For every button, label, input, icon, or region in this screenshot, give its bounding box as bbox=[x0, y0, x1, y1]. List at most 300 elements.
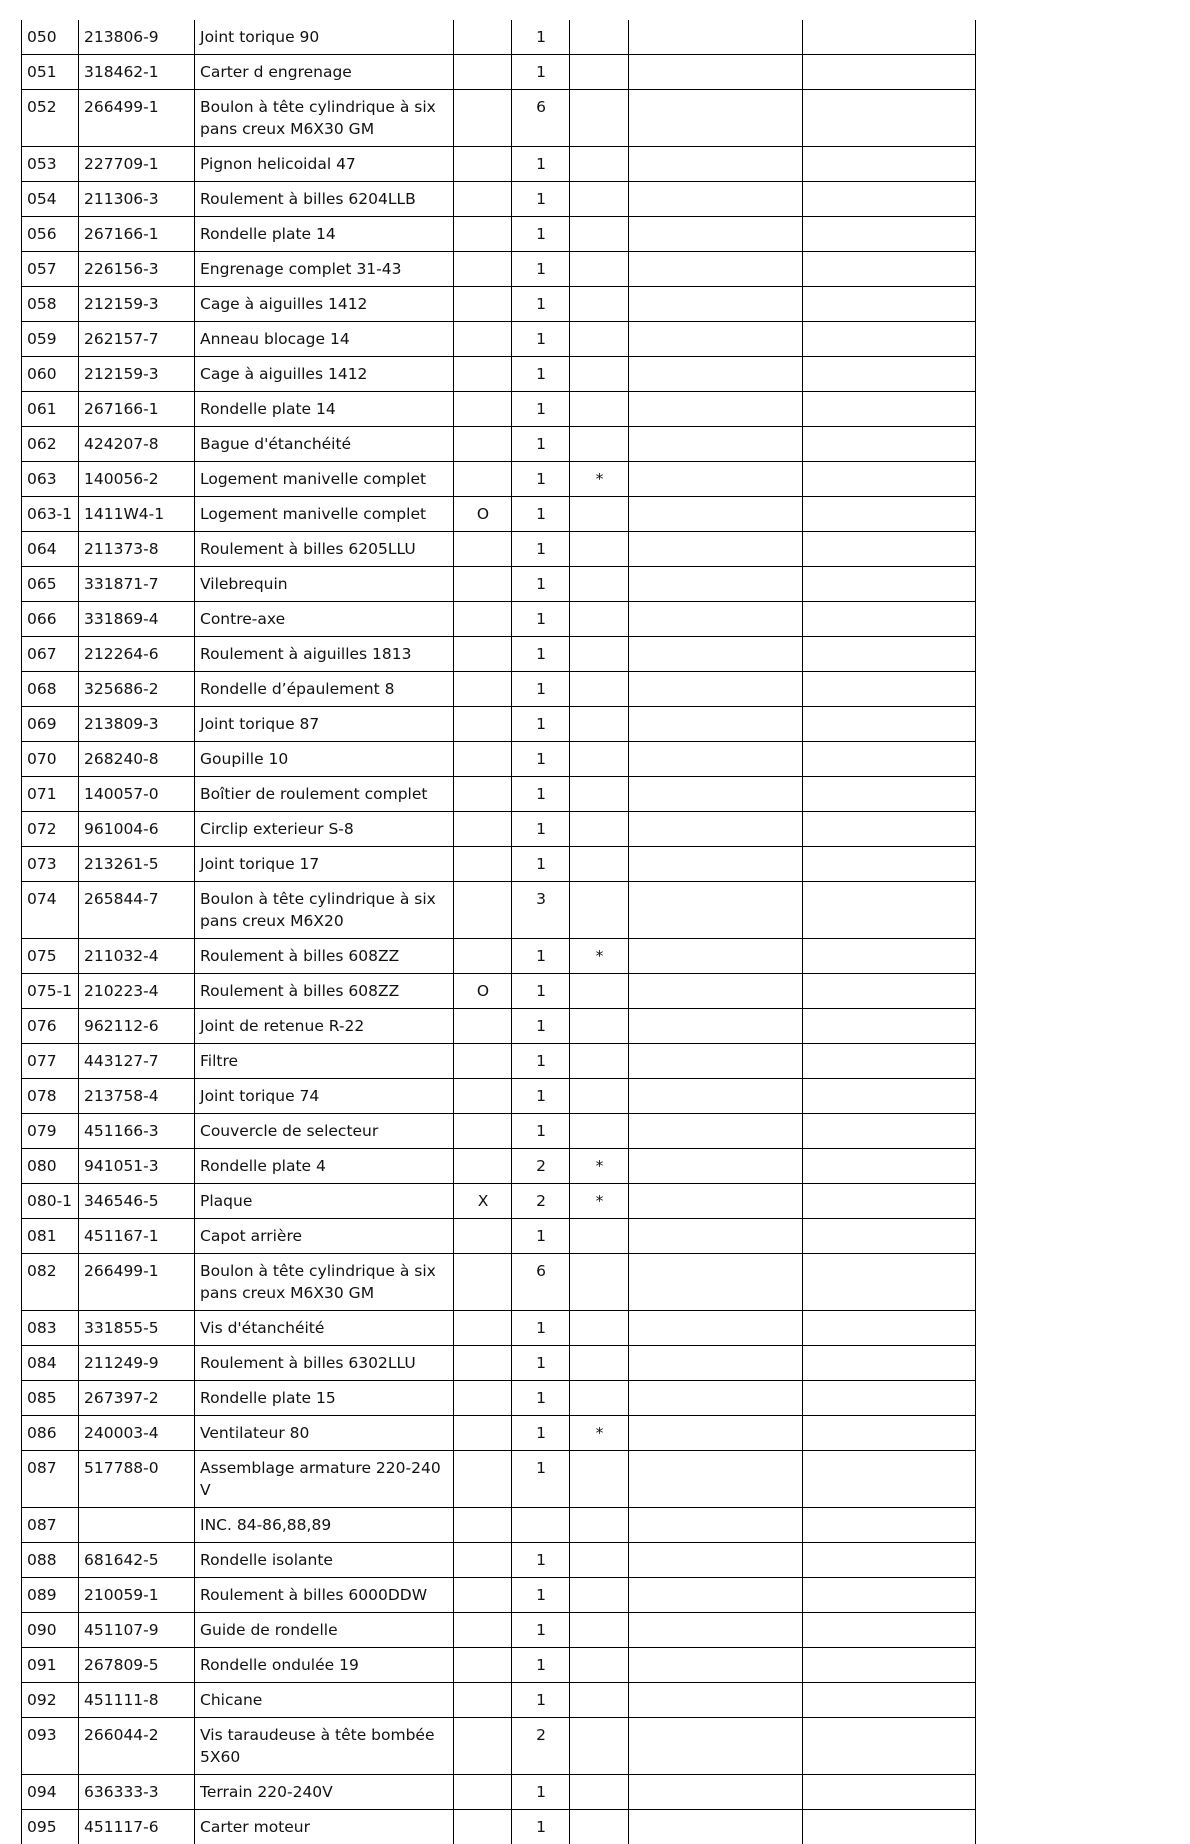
code-cell bbox=[454, 1009, 512, 1044]
table-row bbox=[22, 1381, 976, 1416]
table-row bbox=[22, 1346, 976, 1381]
quantity-cell: 1 bbox=[512, 1683, 570, 1718]
part-number-cell: 212159-3 bbox=[79, 357, 195, 392]
item-number-cell: 051 bbox=[22, 55, 79, 90]
part-number-cell: 1411W4-1 bbox=[79, 497, 195, 532]
table-row bbox=[22, 90, 976, 147]
mark-cell bbox=[570, 1810, 629, 1844]
table-row bbox=[22, 707, 976, 742]
code-cell bbox=[454, 939, 512, 974]
part-number-cell: 240003-4 bbox=[79, 1416, 195, 1451]
description-cell: Joint torique 74 bbox=[195, 1079, 454, 1114]
blank-cell bbox=[803, 567, 976, 602]
quantity-cell: 1 bbox=[512, 672, 570, 707]
blank-cell bbox=[629, 1149, 803, 1184]
code-cell bbox=[454, 1508, 512, 1543]
part-number-cell: 268240-8 bbox=[79, 742, 195, 777]
code-cell bbox=[454, 357, 512, 392]
blank-cell bbox=[803, 1683, 976, 1718]
table-row bbox=[22, 1578, 976, 1613]
code-cell bbox=[454, 1613, 512, 1648]
quantity-cell: 1 bbox=[512, 1009, 570, 1044]
mark-cell bbox=[570, 322, 629, 357]
mark-cell bbox=[570, 1114, 629, 1149]
mark-cell: * bbox=[570, 1149, 629, 1184]
part-number-cell: 211249-9 bbox=[79, 1346, 195, 1381]
description-cell: Capot arrière bbox=[195, 1219, 454, 1254]
item-number-cell: 076 bbox=[22, 1009, 79, 1044]
code-cell bbox=[454, 812, 512, 847]
table-row bbox=[22, 55, 976, 90]
mark-cell bbox=[570, 1648, 629, 1683]
mark-cell bbox=[570, 637, 629, 672]
blank-cell bbox=[629, 1416, 803, 1451]
part-number-cell: 213806-9 bbox=[79, 20, 195, 55]
quantity-cell: 1 bbox=[512, 427, 570, 462]
part-number-cell: 451167-1 bbox=[79, 1219, 195, 1254]
description-cell: Vis taraudeuse à tête bombée 5X60 bbox=[195, 1718, 454, 1775]
item-number-cell: 080 bbox=[22, 1149, 79, 1184]
code-cell bbox=[454, 742, 512, 777]
blank-cell bbox=[803, 1613, 976, 1648]
code-cell bbox=[454, 322, 512, 357]
blank-cell bbox=[629, 1578, 803, 1613]
part-number-cell: 140057-0 bbox=[79, 777, 195, 812]
item-number-cell: 083 bbox=[22, 1311, 79, 1346]
part-number-cell: 331871-7 bbox=[79, 567, 195, 602]
table-row bbox=[22, 1184, 976, 1219]
item-number-cell: 088 bbox=[22, 1543, 79, 1578]
item-number-cell: 061 bbox=[22, 392, 79, 427]
blank-cell bbox=[803, 1219, 976, 1254]
mark-cell: * bbox=[570, 462, 629, 497]
blank-cell bbox=[803, 182, 976, 217]
mark-cell bbox=[570, 1718, 629, 1775]
quantity-cell: 1 bbox=[512, 462, 570, 497]
blank-cell bbox=[803, 777, 976, 812]
quantity-cell: 1 bbox=[512, 707, 570, 742]
blank-cell bbox=[803, 1416, 976, 1451]
part-number-cell: 226156-3 bbox=[79, 252, 195, 287]
item-number-cell: 077 bbox=[22, 1044, 79, 1079]
item-number-cell: 094 bbox=[22, 1775, 79, 1810]
quantity-cell: 1 bbox=[512, 20, 570, 55]
part-number-cell: 318462-1 bbox=[79, 55, 195, 90]
blank-cell bbox=[803, 1149, 976, 1184]
blank-cell bbox=[629, 55, 803, 90]
blank-cell bbox=[629, 672, 803, 707]
item-number-cell: 073 bbox=[22, 847, 79, 882]
table-row bbox=[22, 287, 976, 322]
code-cell bbox=[454, 602, 512, 637]
table-row bbox=[22, 1079, 976, 1114]
mark-cell bbox=[570, 672, 629, 707]
code-cell bbox=[454, 217, 512, 252]
description-cell: Ventilateur 80 bbox=[195, 1416, 454, 1451]
description-cell: Rondelle isolante bbox=[195, 1543, 454, 1578]
blank-cell bbox=[629, 322, 803, 357]
table-row bbox=[22, 882, 976, 939]
part-number-cell: 211032-4 bbox=[79, 939, 195, 974]
description-cell: Rondelle plate 14 bbox=[195, 392, 454, 427]
table-row bbox=[22, 1044, 976, 1079]
blank-cell bbox=[803, 974, 976, 1009]
mark-cell bbox=[570, 1683, 629, 1718]
mark-cell bbox=[570, 1311, 629, 1346]
blank-cell bbox=[803, 1044, 976, 1079]
blank-cell bbox=[629, 1254, 803, 1311]
table-row bbox=[22, 1775, 976, 1810]
table-row bbox=[22, 392, 976, 427]
part-number-cell: 962112-6 bbox=[79, 1009, 195, 1044]
mark-cell bbox=[570, 357, 629, 392]
blank-cell bbox=[629, 20, 803, 55]
code-cell bbox=[454, 1451, 512, 1508]
part-number-cell: 213758-4 bbox=[79, 1079, 195, 1114]
code-cell bbox=[454, 147, 512, 182]
blank-cell bbox=[629, 1775, 803, 1810]
item-number-cell: 057 bbox=[22, 252, 79, 287]
description-cell: Guide de rondelle bbox=[195, 1613, 454, 1648]
blank-cell bbox=[629, 1009, 803, 1044]
item-number-cell: 054 bbox=[22, 182, 79, 217]
mark-cell bbox=[570, 847, 629, 882]
blank-cell bbox=[629, 742, 803, 777]
code-cell bbox=[454, 707, 512, 742]
description-cell: Rondelle plate 14 bbox=[195, 217, 454, 252]
quantity-cell: 1 bbox=[512, 1578, 570, 1613]
blank-cell bbox=[629, 812, 803, 847]
part-number-cell: 266044-2 bbox=[79, 1718, 195, 1775]
mark-cell bbox=[570, 532, 629, 567]
item-number-cell: 067 bbox=[22, 637, 79, 672]
item-number-cell: 072 bbox=[22, 812, 79, 847]
table-row bbox=[22, 1254, 976, 1311]
quantity-cell: 1 bbox=[512, 147, 570, 182]
part-number-cell: 265844-7 bbox=[79, 882, 195, 939]
item-number-cell: 081 bbox=[22, 1219, 79, 1254]
part-number-cell: 451117-6 bbox=[79, 1810, 195, 1844]
quantity-cell: 1 bbox=[512, 777, 570, 812]
mark-cell bbox=[570, 217, 629, 252]
blank-cell bbox=[629, 357, 803, 392]
blank-cell bbox=[803, 392, 976, 427]
description-cell: Joint torique 87 bbox=[195, 707, 454, 742]
quantity-cell: 1 bbox=[512, 637, 570, 672]
description-cell: Circlip exterieur S-8 bbox=[195, 812, 454, 847]
code-cell bbox=[454, 1718, 512, 1775]
mark-cell bbox=[570, 147, 629, 182]
blank-cell bbox=[629, 1219, 803, 1254]
blank-cell bbox=[803, 1311, 976, 1346]
blank-cell bbox=[803, 1578, 976, 1613]
code-cell bbox=[454, 1810, 512, 1844]
blank-cell bbox=[629, 1079, 803, 1114]
table-row bbox=[22, 147, 976, 182]
quantity-cell: 1 bbox=[512, 532, 570, 567]
part-number-cell: 267166-1 bbox=[79, 217, 195, 252]
code-cell: X bbox=[454, 1184, 512, 1219]
blank-cell bbox=[629, 1613, 803, 1648]
table-row bbox=[22, 567, 976, 602]
description-cell: Vis d'étanchéité bbox=[195, 1311, 454, 1346]
blank-cell bbox=[629, 497, 803, 532]
blank-cell bbox=[803, 90, 976, 147]
quantity-cell: 1 bbox=[512, 1543, 570, 1578]
table-row bbox=[22, 532, 976, 567]
blank-cell bbox=[629, 637, 803, 672]
part-number-cell: 636333-3 bbox=[79, 1775, 195, 1810]
blank-cell bbox=[803, 20, 976, 55]
table-row bbox=[22, 357, 976, 392]
quantity-cell: 1 bbox=[512, 497, 570, 532]
item-number-cell: 085 bbox=[22, 1381, 79, 1416]
mark-cell bbox=[570, 1079, 629, 1114]
blank-cell bbox=[803, 1381, 976, 1416]
quantity-cell: 2 bbox=[512, 1718, 570, 1775]
blank-cell bbox=[629, 602, 803, 637]
quantity-cell: 1 bbox=[512, 1346, 570, 1381]
part-number-cell: 346546-5 bbox=[79, 1184, 195, 1219]
part-number-cell: 325686-2 bbox=[79, 672, 195, 707]
code-cell bbox=[454, 777, 512, 812]
description-cell: Rondelle plate 15 bbox=[195, 1381, 454, 1416]
quantity-cell: 1 bbox=[512, 252, 570, 287]
item-number-cell: 063 bbox=[22, 462, 79, 497]
description-cell: Chicane bbox=[195, 1683, 454, 1718]
part-number-cell: 331869-4 bbox=[79, 602, 195, 637]
mark-cell bbox=[570, 1346, 629, 1381]
part-number-cell: 266499-1 bbox=[79, 90, 195, 147]
code-cell: O bbox=[454, 497, 512, 532]
description-cell: Boulon à tête cylindrique à six pans creux M6X30 GM bbox=[195, 90, 454, 147]
table-row bbox=[22, 497, 976, 532]
item-number-cell: 060 bbox=[22, 357, 79, 392]
mark-cell bbox=[570, 742, 629, 777]
table-row bbox=[22, 1718, 976, 1775]
code-cell bbox=[454, 90, 512, 147]
blank-cell bbox=[803, 1346, 976, 1381]
part-number-cell: 267397-2 bbox=[79, 1381, 195, 1416]
blank-cell bbox=[803, 1009, 976, 1044]
description-cell: Roulement à billes 608ZZ bbox=[195, 939, 454, 974]
item-number-cell: 084 bbox=[22, 1346, 79, 1381]
table-row bbox=[22, 1543, 976, 1578]
blank-cell bbox=[629, 1451, 803, 1508]
code-cell bbox=[454, 252, 512, 287]
item-number-cell: 068 bbox=[22, 672, 79, 707]
description-cell: Roulement à billes 6204LLB bbox=[195, 182, 454, 217]
part-number-cell: 213809-3 bbox=[79, 707, 195, 742]
mark-cell bbox=[570, 1451, 629, 1508]
blank-cell bbox=[803, 1775, 976, 1810]
code-cell bbox=[454, 1254, 512, 1311]
blank-cell bbox=[629, 1346, 803, 1381]
item-number-cell: 058 bbox=[22, 287, 79, 322]
blank-cell bbox=[803, 427, 976, 462]
mark-cell bbox=[570, 1219, 629, 1254]
description-cell: Joint torique 90 bbox=[195, 20, 454, 55]
parts-table bbox=[21, 20, 976, 1844]
quantity-cell: 1 bbox=[512, 602, 570, 637]
description-cell: Roulement à billes 6000DDW bbox=[195, 1578, 454, 1613]
description-cell: Roulement à aiguilles 1813 bbox=[195, 637, 454, 672]
quantity-cell: 1 bbox=[512, 182, 570, 217]
description-cell: Boulon à tête cylindrique à six pans creux M6X20 bbox=[195, 882, 454, 939]
code-cell bbox=[454, 182, 512, 217]
code-cell bbox=[454, 1346, 512, 1381]
blank-cell bbox=[803, 532, 976, 567]
blank-cell bbox=[803, 812, 976, 847]
part-number-cell: 210223-4 bbox=[79, 974, 195, 1009]
quantity-cell: 1 bbox=[512, 939, 570, 974]
item-number-cell: 056 bbox=[22, 217, 79, 252]
quantity-cell: 1 bbox=[512, 847, 570, 882]
item-number-cell: 063-1 bbox=[22, 497, 79, 532]
code-cell bbox=[454, 55, 512, 90]
item-number-cell: 087 bbox=[22, 1508, 79, 1543]
item-number-cell: 071 bbox=[22, 777, 79, 812]
quantity-cell: 1 bbox=[512, 567, 570, 602]
item-number-cell: 066 bbox=[22, 602, 79, 637]
item-number-cell: 090 bbox=[22, 1613, 79, 1648]
code-cell bbox=[454, 1149, 512, 1184]
mark-cell bbox=[570, 1254, 629, 1311]
quantity-cell: 1 bbox=[512, 287, 570, 322]
blank-cell bbox=[803, 672, 976, 707]
parts-table-body bbox=[22, 20, 976, 1844]
quantity-cell: 1 bbox=[512, 742, 570, 777]
description-cell: Contre-axe bbox=[195, 602, 454, 637]
blank-cell bbox=[629, 1044, 803, 1079]
blank-cell bbox=[803, 1184, 976, 1219]
part-number-cell: 941051-3 bbox=[79, 1149, 195, 1184]
quantity-cell: 3 bbox=[512, 882, 570, 939]
description-cell: Engrenage complet 31-43 bbox=[195, 252, 454, 287]
mark-cell bbox=[570, 882, 629, 939]
blank-cell bbox=[803, 1810, 976, 1844]
blank-cell bbox=[803, 497, 976, 532]
blank-cell bbox=[803, 1508, 976, 1543]
part-number-cell: 443127-7 bbox=[79, 1044, 195, 1079]
mark-cell bbox=[570, 55, 629, 90]
item-number-cell: 053 bbox=[22, 147, 79, 182]
item-number-cell: 050 bbox=[22, 20, 79, 55]
blank-cell bbox=[629, 847, 803, 882]
description-cell: Boîtier de roulement complet bbox=[195, 777, 454, 812]
table-row bbox=[22, 1648, 976, 1683]
item-number-cell: 064 bbox=[22, 532, 79, 567]
table-row bbox=[22, 1683, 976, 1718]
quantity-cell: 1 bbox=[512, 1613, 570, 1648]
mark-cell bbox=[570, 567, 629, 602]
item-number-cell: 070 bbox=[22, 742, 79, 777]
item-number-cell: 069 bbox=[22, 707, 79, 742]
code-cell bbox=[454, 847, 512, 882]
code-cell bbox=[454, 427, 512, 462]
blank-cell bbox=[629, 1683, 803, 1718]
mark-cell bbox=[570, 392, 629, 427]
blank-cell bbox=[803, 1718, 976, 1775]
description-cell: Couvercle de selecteur bbox=[195, 1114, 454, 1149]
part-number-cell: 267809-5 bbox=[79, 1648, 195, 1683]
code-cell bbox=[454, 1219, 512, 1254]
table-row bbox=[22, 847, 976, 882]
table-row bbox=[22, 252, 976, 287]
mark-cell bbox=[570, 497, 629, 532]
part-number-cell: 140056-2 bbox=[79, 462, 195, 497]
description-cell: Terrain 220-240V bbox=[195, 1775, 454, 1810]
code-cell bbox=[454, 882, 512, 939]
quantity-cell: 2 bbox=[512, 1184, 570, 1219]
blank-cell bbox=[629, 882, 803, 939]
blank-cell bbox=[803, 147, 976, 182]
description-cell: Joint de retenue R-22 bbox=[195, 1009, 454, 1044]
mark-cell bbox=[570, 812, 629, 847]
table-row bbox=[22, 637, 976, 672]
part-number-cell bbox=[79, 1508, 195, 1543]
description-cell: Boulon à tête cylindrique à six pans creux M6X30 GM bbox=[195, 1254, 454, 1311]
blank-cell bbox=[629, 1184, 803, 1219]
item-number-cell: 086 bbox=[22, 1416, 79, 1451]
table-row bbox=[22, 812, 976, 847]
item-number-cell: 082 bbox=[22, 1254, 79, 1311]
blank-cell bbox=[629, 1810, 803, 1844]
item-number-cell: 074 bbox=[22, 882, 79, 939]
quantity-cell: 1 bbox=[512, 1114, 570, 1149]
mark-cell bbox=[570, 1044, 629, 1079]
code-cell bbox=[454, 672, 512, 707]
part-number-cell: 267166-1 bbox=[79, 392, 195, 427]
quantity-cell: 6 bbox=[512, 1254, 570, 1311]
code-cell bbox=[454, 1381, 512, 1416]
quantity-cell: 1 bbox=[512, 392, 570, 427]
part-number-cell: 213261-5 bbox=[79, 847, 195, 882]
table-row bbox=[22, 1810, 976, 1844]
blank-cell bbox=[629, 287, 803, 322]
quantity-cell: 1 bbox=[512, 357, 570, 392]
table-row bbox=[22, 1219, 976, 1254]
description-cell: Vilebrequin bbox=[195, 567, 454, 602]
blank-cell bbox=[803, 1451, 976, 1508]
blank-cell bbox=[803, 55, 976, 90]
mark-cell bbox=[570, 974, 629, 1009]
description-cell: Carter moteur bbox=[195, 1810, 454, 1844]
mark-cell bbox=[570, 427, 629, 462]
blank-cell bbox=[803, 882, 976, 939]
blank-cell bbox=[803, 847, 976, 882]
mark-cell bbox=[570, 182, 629, 217]
quantity-cell: 1 bbox=[512, 1311, 570, 1346]
mark-cell bbox=[570, 252, 629, 287]
item-number-cell: 078 bbox=[22, 1079, 79, 1114]
description-cell: Roulement à billes 6302LLU bbox=[195, 1346, 454, 1381]
item-number-cell: 089 bbox=[22, 1578, 79, 1613]
quantity-cell: 1 bbox=[512, 1775, 570, 1810]
mark-cell: * bbox=[570, 939, 629, 974]
blank-cell bbox=[803, 357, 976, 392]
item-number-cell: 065 bbox=[22, 567, 79, 602]
item-number-cell: 075-1 bbox=[22, 974, 79, 1009]
item-number-cell: 095 bbox=[22, 1810, 79, 1844]
blank-cell bbox=[629, 90, 803, 147]
table-row bbox=[22, 602, 976, 637]
blank-cell bbox=[803, 1254, 976, 1311]
mark-cell bbox=[570, 1381, 629, 1416]
description-cell: Carter d engrenage bbox=[195, 55, 454, 90]
blank-cell bbox=[629, 1311, 803, 1346]
mark-cell bbox=[570, 1543, 629, 1578]
